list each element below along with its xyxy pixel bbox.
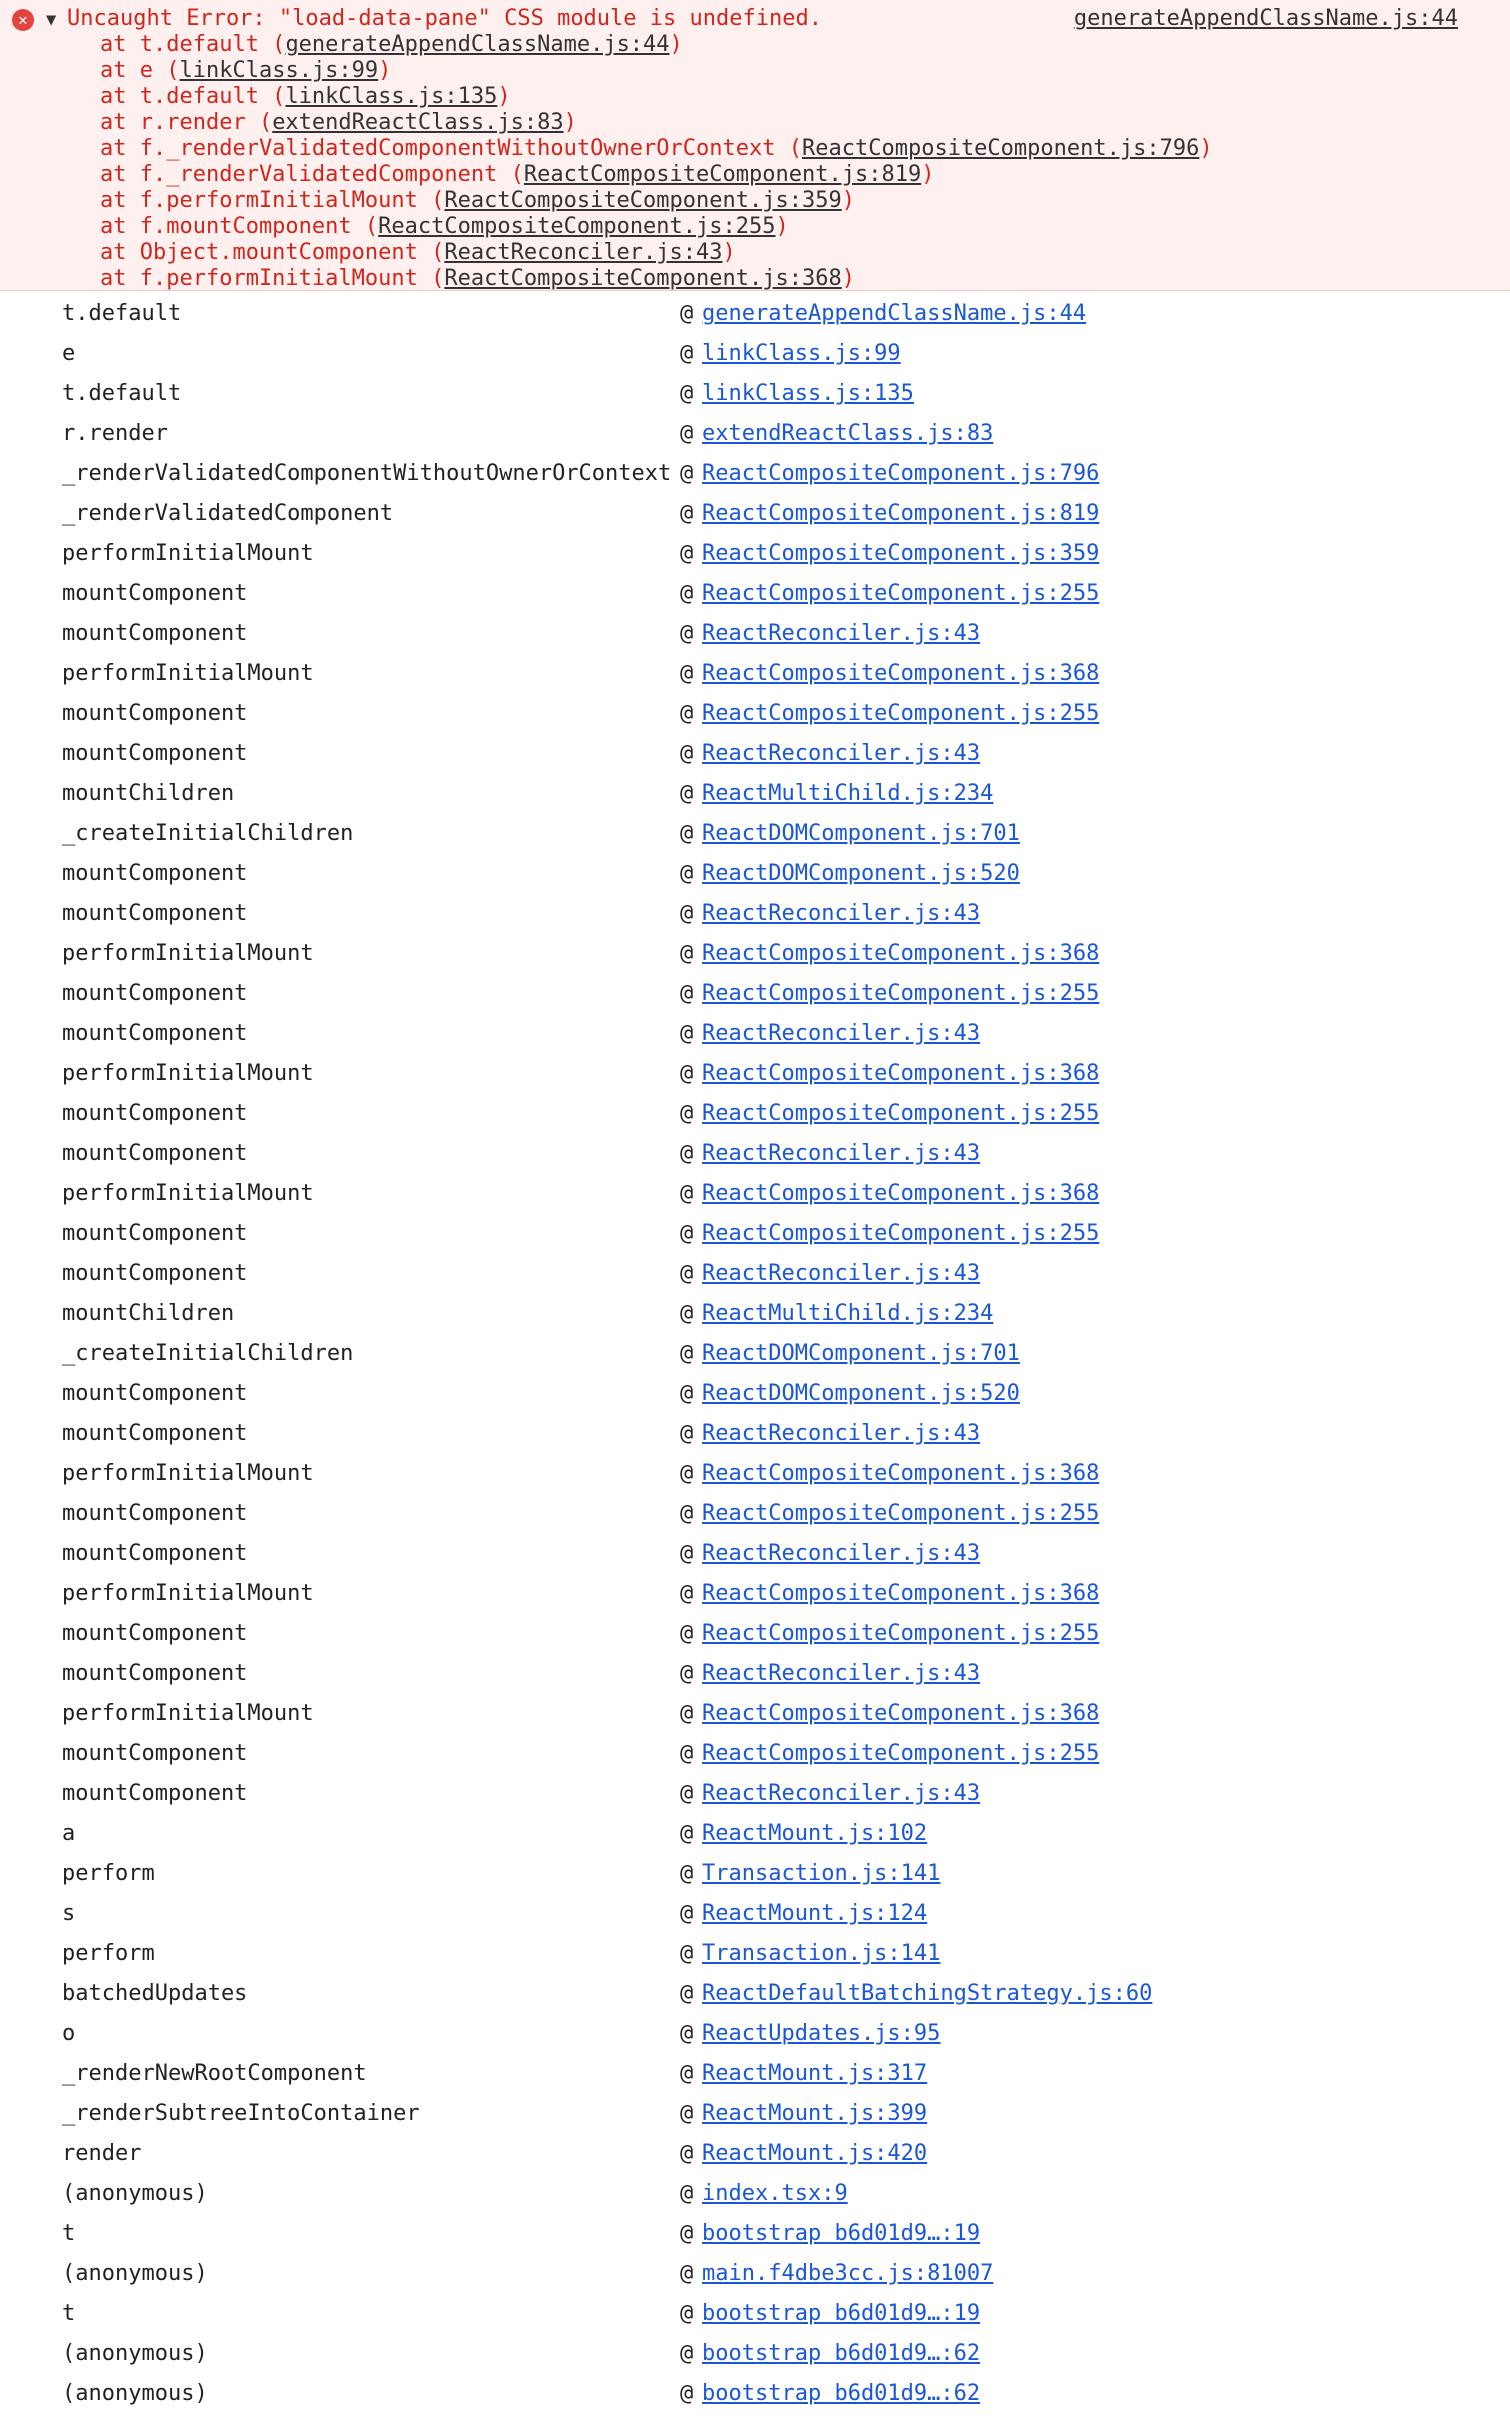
stack-source-link[interactable]: ReactCompositeComponent.js:255 bbox=[702, 1501, 1100, 1526]
stack-function-name: performInitialMount bbox=[62, 1181, 314, 1206]
call-stack-table bbox=[0, 300, 1510, 2420]
stack-row bbox=[0, 1500, 1510, 1540]
stack-at-sign: @ bbox=[680, 1101, 694, 1126]
stack-row bbox=[0, 940, 1510, 980]
stack-function-name: s bbox=[62, 1901, 76, 1926]
stack-function-name: perform bbox=[62, 1861, 155, 1886]
trace-line bbox=[100, 266, 1213, 292]
stack-function-name: mountComponent bbox=[62, 1381, 248, 1406]
stack-function-name: performInitialMount bbox=[62, 1461, 314, 1486]
trace-prefix: at f.mountComponent ( bbox=[100, 214, 379, 239]
stack-at-sign: @ bbox=[680, 781, 694, 806]
stack-source-link[interactable]: ReactReconciler.js:43 bbox=[702, 621, 981, 646]
stack-source-link[interactable]: ReactMount.js:420 bbox=[702, 2141, 928, 2166]
trace-suffix: ) bbox=[841, 188, 855, 213]
stack-source-link[interactable]: ReactCompositeComponent.js:368 bbox=[702, 941, 1100, 966]
stack-function-name: _createInitialChildren bbox=[62, 821, 354, 846]
trace-line bbox=[100, 32, 1213, 58]
stack-at-sign: @ bbox=[680, 981, 694, 1006]
stack-source-link[interactable]: bootstrap b6d01d9…:19 bbox=[702, 2301, 981, 2326]
stack-row bbox=[0, 380, 1510, 420]
stack-row bbox=[0, 660, 1510, 700]
stack-row bbox=[0, 700, 1510, 740]
stack-at-sign: @ bbox=[680, 1221, 694, 1246]
stack-row bbox=[0, 620, 1510, 660]
stack-source-link[interactable]: ReactCompositeComponent.js:368 bbox=[702, 1061, 1100, 1086]
trace-line bbox=[100, 240, 1213, 266]
stack-source-link[interactable]: Transaction.js:141 bbox=[702, 1941, 941, 1966]
trace-file-link[interactable]: ReactReconciler.js:43 bbox=[444, 240, 723, 265]
trace-suffix: ) bbox=[563, 110, 577, 135]
stack-at-sign: @ bbox=[680, 1341, 694, 1366]
stack-function-name: mountComponent bbox=[62, 1421, 248, 1446]
stack-row bbox=[0, 1860, 1510, 1900]
stack-source-link[interactable]: ReactUpdates.js:95 bbox=[702, 2021, 941, 2046]
stack-row bbox=[0, 780, 1510, 820]
trace-suffix: ) bbox=[722, 240, 736, 265]
trace-suffix: ) bbox=[775, 214, 789, 239]
stack-row bbox=[0, 1420, 1510, 1460]
stack-source-link[interactable]: ReactReconciler.js:43 bbox=[702, 1261, 981, 1286]
stack-source-link[interactable]: ReactReconciler.js:43 bbox=[702, 1421, 981, 1446]
stack-row bbox=[0, 300, 1510, 340]
stack-source-link[interactable]: bootstrap b6d01d9…:19 bbox=[702, 2221, 981, 2246]
stack-source-link[interactable]: ReactReconciler.js:43 bbox=[702, 1781, 981, 1806]
stack-function-name: mountComponent bbox=[62, 1621, 248, 1646]
stack-at-sign: @ bbox=[680, 1581, 694, 1606]
stack-row bbox=[0, 1660, 1510, 1700]
stack-function-name: performInitialMount bbox=[62, 541, 314, 566]
stack-at-sign: @ bbox=[680, 1861, 694, 1886]
stack-row bbox=[0, 1020, 1510, 1060]
trace-suffix: ) bbox=[841, 266, 855, 291]
stack-at-sign: @ bbox=[680, 821, 694, 846]
stack-source-link[interactable]: ReactMount.js:399 bbox=[702, 2101, 928, 2126]
trace-file-link[interactable]: ReactCompositeComponent.js:255 bbox=[378, 214, 776, 239]
stack-row bbox=[0, 1140, 1510, 1180]
stack-source-link[interactable]: ReactDOMComponent.js:701 bbox=[702, 821, 1020, 846]
stack-row bbox=[0, 2300, 1510, 2340]
stack-row bbox=[0, 1700, 1510, 1740]
trace-suffix: ) bbox=[921, 162, 935, 187]
stack-at-sign: @ bbox=[680, 901, 694, 926]
stack-row bbox=[0, 2060, 1510, 2100]
stack-function-name: mountComponent bbox=[62, 861, 248, 886]
stack-row bbox=[0, 2260, 1510, 2300]
stack-at-sign: @ bbox=[680, 2021, 694, 2046]
trace-file-link[interactable]: ReactCompositeComponent.js:368 bbox=[444, 266, 842, 291]
stack-at-sign: @ bbox=[680, 461, 694, 486]
stack-source-link[interactable]: ReactDefaultBatchingStrategy.js:60 bbox=[702, 1981, 1153, 2006]
stack-function-name: _renderSubtreeIntoContainer bbox=[62, 2101, 420, 2126]
trace-suffix: ) bbox=[1199, 136, 1213, 161]
stack-function-name: t.default bbox=[62, 301, 182, 326]
error-icon: ✕ bbox=[12, 9, 34, 31]
stack-at-sign: @ bbox=[680, 2381, 694, 2406]
stack-row bbox=[0, 1180, 1510, 1220]
trace-file-link[interactable]: linkClass.js:135 bbox=[285, 84, 498, 109]
stack-function-name: _renderValidatedComponent bbox=[62, 501, 394, 526]
stack-at-sign: @ bbox=[680, 1661, 694, 1686]
stack-source-link[interactable]: ReactMultiChild.js:234 bbox=[702, 781, 994, 806]
stack-source-link[interactable]: ReactCompositeComponent.js:819 bbox=[702, 501, 1100, 526]
stack-function-name: mountComponent bbox=[62, 1221, 248, 1246]
stack-row bbox=[0, 1100, 1510, 1140]
stack-source-link[interactable]: ReactReconciler.js:43 bbox=[702, 1021, 981, 1046]
stack-at-sign: @ bbox=[680, 581, 694, 606]
stack-source-link[interactable]: ReactCompositeComponent.js:255 bbox=[702, 581, 1100, 606]
stack-at-sign: @ bbox=[680, 661, 694, 686]
stack-at-sign: @ bbox=[680, 1941, 694, 1966]
stack-function-name: mountComponent bbox=[62, 1781, 248, 1806]
stack-row bbox=[0, 1060, 1510, 1100]
stack-at-sign: @ bbox=[680, 1461, 694, 1486]
trace-prefix: at f.performInitialMount ( bbox=[100, 188, 445, 213]
stack-row bbox=[0, 540, 1510, 580]
stack-at-sign: @ bbox=[680, 1541, 694, 1566]
stack-at-sign: @ bbox=[680, 741, 694, 766]
stack-at-sign: @ bbox=[680, 941, 694, 966]
stack-source-link[interactable]: bootstrap b6d01d9…:62 bbox=[702, 2381, 981, 2406]
stack-source-link[interactable]: bootstrap b6d01d9…:62 bbox=[702, 2341, 981, 2366]
stack-at-sign: @ bbox=[680, 1821, 694, 1846]
trace-line bbox=[100, 84, 1213, 110]
trace-prefix: at r.render ( bbox=[100, 110, 273, 135]
stack-source-link[interactable]: ReactCompositeComponent.js:368 bbox=[702, 661, 1100, 686]
error-message-block bbox=[0, 0, 1510, 291]
trace-suffix: ) bbox=[497, 84, 511, 109]
trace-line bbox=[100, 214, 1213, 240]
trace-file-link[interactable]: ReactCompositeComponent.js:819 bbox=[523, 162, 922, 187]
stack-at-sign: @ bbox=[680, 301, 694, 326]
stack-row bbox=[0, 1740, 1510, 1780]
trace-file-link[interactable]: generateAppendClassName.js:44 bbox=[285, 32, 670, 57]
trace-line bbox=[100, 136, 1213, 162]
stack-function-name: performInitialMount bbox=[62, 1581, 314, 1606]
stack-row bbox=[0, 2020, 1510, 2060]
stack-function-name: o bbox=[62, 2021, 76, 2046]
stack-source-link[interactable]: ReactReconciler.js:43 bbox=[702, 901, 981, 926]
stack-function-name: _createInitialChildren bbox=[62, 1341, 354, 1366]
trace-file-link[interactable]: linkClass.js:99 bbox=[179, 58, 379, 83]
stack-row bbox=[0, 1260, 1510, 1300]
stack-function-name: t bbox=[62, 2301, 76, 2326]
stack-function-name: mountComponent bbox=[62, 1541, 248, 1566]
stack-row bbox=[0, 1780, 1510, 1820]
stack-row bbox=[0, 1460, 1510, 1500]
trace-prefix: at e ( bbox=[100, 58, 180, 83]
stack-function-name: performInitialMount bbox=[62, 1061, 314, 1086]
stack-row bbox=[0, 340, 1510, 380]
stack-row bbox=[0, 1380, 1510, 1420]
stack-at-sign: @ bbox=[680, 1621, 694, 1646]
stack-source-link[interactable]: ReactMount.js:124 bbox=[702, 1901, 928, 1926]
stack-function-name: performInitialMount bbox=[62, 941, 314, 966]
stack-function-name: mountComponent bbox=[62, 1101, 248, 1126]
stack-source-link[interactable]: ReactCompositeComponent.js:796 bbox=[702, 461, 1100, 486]
trace-line bbox=[100, 58, 1213, 84]
stack-function-name: e bbox=[62, 341, 76, 366]
stack-at-sign: @ bbox=[680, 1181, 694, 1206]
stack-at-sign: @ bbox=[680, 421, 694, 446]
stack-function-name: mountChildren bbox=[62, 1301, 235, 1326]
stack-function-name: (anonymous) bbox=[62, 2341, 208, 2366]
trace-prefix: at Object.mountComponent ( bbox=[100, 240, 445, 265]
stack-function-name: mountComponent bbox=[62, 901, 248, 926]
stack-source-link[interactable]: ReactCompositeComponent.js:368 bbox=[702, 1181, 1100, 1206]
stack-at-sign: @ bbox=[680, 341, 694, 366]
stack-source-link[interactable]: ReactCompositeComponent.js:255 bbox=[702, 1741, 1100, 1766]
stack-function-name: performInitialMount bbox=[62, 661, 314, 686]
stack-function-name: mountChildren bbox=[62, 781, 235, 806]
stack-source-link[interactable]: ReactCompositeComponent.js:255 bbox=[702, 981, 1100, 1006]
stack-source-link[interactable]: ReactReconciler.js:43 bbox=[702, 741, 981, 766]
stack-source-link[interactable]: linkClass.js:99 bbox=[702, 341, 901, 366]
stack-row bbox=[0, 1940, 1510, 1980]
stack-at-sign: @ bbox=[680, 621, 694, 646]
stack-at-sign: @ bbox=[680, 1501, 694, 1526]
stack-row bbox=[0, 1540, 1510, 1580]
stack-source-link[interactable]: ReactCompositeComponent.js:359 bbox=[702, 541, 1100, 566]
stack-source-link[interactable]: main.f4dbe3cc.js:81007 bbox=[702, 2261, 994, 2286]
trace-prefix: at f._renderValidatedComponentWithoutOwnerOrContext ( bbox=[100, 136, 802, 161]
stack-function-name: a bbox=[62, 1821, 76, 1846]
trace-suffix: ) bbox=[378, 58, 392, 83]
stack-source-link[interactable]: ReactCompositeComponent.js:255 bbox=[702, 1221, 1100, 1246]
stack-function-name: mountComponent bbox=[62, 741, 248, 766]
trace-file-link[interactable]: extendReactClass.js:83 bbox=[272, 110, 564, 135]
trace-line bbox=[100, 188, 1213, 214]
stack-at-sign: @ bbox=[680, 1701, 694, 1726]
stack-row bbox=[0, 2340, 1510, 2380]
stack-at-sign: @ bbox=[680, 501, 694, 526]
stack-at-sign: @ bbox=[680, 1261, 694, 1286]
stack-function-name: mountComponent bbox=[62, 1501, 248, 1526]
stack-at-sign: @ bbox=[680, 2261, 694, 2286]
stack-row bbox=[0, 2140, 1510, 2180]
stack-function-name: mountComponent bbox=[62, 621, 248, 646]
stack-at-sign: @ bbox=[680, 1381, 694, 1406]
stack-at-sign: @ bbox=[680, 1741, 694, 1766]
trace-prefix: at t.default ( bbox=[100, 32, 286, 57]
error-trace-lines bbox=[100, 32, 1213, 292]
stack-at-sign: @ bbox=[680, 2181, 694, 2206]
stack-function-name: mountComponent bbox=[62, 1261, 248, 1286]
stack-function-name: _renderValidatedComponentWithoutOwnerOrContext bbox=[62, 461, 672, 486]
stack-at-sign: @ bbox=[680, 701, 694, 726]
stack-source-link[interactable]: ReactDOMComponent.js:701 bbox=[702, 1341, 1020, 1366]
stack-source-link[interactable]: ReactMount.js:317 bbox=[702, 2061, 928, 2086]
stack-function-name: mountComponent bbox=[62, 1141, 248, 1166]
disclosure-triangle-icon[interactable]: ▼ bbox=[46, 10, 57, 30]
stack-row bbox=[0, 980, 1510, 1020]
stack-row bbox=[0, 820, 1510, 860]
stack-at-sign: @ bbox=[680, 541, 694, 566]
stack-function-name: (anonymous) bbox=[62, 2181, 208, 2206]
stack-source-link[interactable]: ReactMultiChild.js:234 bbox=[702, 1301, 994, 1326]
stack-row bbox=[0, 1820, 1510, 1860]
trace-prefix: at t.default ( bbox=[100, 84, 286, 109]
stack-function-name: t.default bbox=[62, 381, 182, 406]
stack-source-link[interactable]: ReactReconciler.js:43 bbox=[702, 1141, 981, 1166]
stack-function-name: mountComponent bbox=[62, 581, 248, 606]
stack-function-name: performInitialMount bbox=[62, 1701, 314, 1726]
error-source-link[interactable]: generateAppendClassName.js:44 bbox=[1073, 6, 1458, 31]
stack-function-name: mountComponent bbox=[62, 1741, 248, 1766]
stack-source-link[interactable]: ReactReconciler.js:43 bbox=[702, 1541, 981, 1566]
stack-row bbox=[0, 1980, 1510, 2020]
stack-row bbox=[0, 2180, 1510, 2220]
trace-line bbox=[100, 110, 1213, 136]
stack-function-name: batchedUpdates bbox=[62, 1981, 248, 2006]
stack-row bbox=[0, 1220, 1510, 1260]
stack-source-link[interactable]: ReactCompositeComponent.js:368 bbox=[702, 1701, 1100, 1726]
stack-row bbox=[0, 740, 1510, 780]
stack-at-sign: @ bbox=[680, 2221, 694, 2246]
stack-source-link[interactable]: ReactCompositeComponent.js:255 bbox=[702, 701, 1100, 726]
stack-source-link[interactable]: linkClass.js:135 bbox=[702, 381, 914, 406]
stack-function-name: (anonymous) bbox=[62, 2261, 208, 2286]
stack-function-name: t bbox=[62, 2221, 76, 2246]
trace-suffix: ) bbox=[669, 32, 683, 57]
stack-source-link[interactable]: ReactCompositeComponent.js:255 bbox=[702, 1101, 1100, 1126]
trace-line bbox=[100, 162, 1213, 188]
stack-row bbox=[0, 2380, 1510, 2420]
stack-at-sign: @ bbox=[680, 1301, 694, 1326]
trace-file-link[interactable]: ReactCompositeComponent.js:359 bbox=[444, 188, 842, 213]
stack-at-sign: @ bbox=[680, 1981, 694, 2006]
stack-row bbox=[0, 1300, 1510, 1340]
stack-source-link[interactable]: extendReactClass.js:83 bbox=[702, 421, 994, 446]
stack-source-link[interactable]: Transaction.js:141 bbox=[702, 1861, 941, 1886]
stack-row bbox=[0, 860, 1510, 900]
stack-source-link[interactable]: generateAppendClassName.js:44 bbox=[702, 301, 1087, 326]
stack-source-link[interactable]: ReactCompositeComponent.js:368 bbox=[702, 1581, 1100, 1606]
stack-source-link[interactable]: ReactMount.js:102 bbox=[702, 1821, 928, 1846]
stack-source-link[interactable]: ReactReconciler.js:43 bbox=[702, 1661, 981, 1686]
error-message-text: Uncaught Error: "load-data-pane" CSS module is undefined. bbox=[67, 6, 822, 31]
stack-row bbox=[0, 1620, 1510, 1660]
stack-at-sign: @ bbox=[680, 2061, 694, 2086]
stack-row bbox=[0, 500, 1510, 540]
stack-function-name: mountComponent bbox=[62, 701, 248, 726]
stack-at-sign: @ bbox=[680, 861, 694, 886]
stack-function-name: perform bbox=[62, 1941, 155, 1966]
stack-source-link[interactable]: ReactDOMComponent.js:520 bbox=[702, 861, 1020, 886]
stack-row bbox=[0, 1900, 1510, 1940]
stack-source-link[interactable]: ReactCompositeComponent.js:255 bbox=[702, 1621, 1100, 1646]
stack-at-sign: @ bbox=[680, 1061, 694, 1086]
stack-at-sign: @ bbox=[680, 1421, 694, 1446]
trace-prefix: at f.performInitialMount ( bbox=[100, 266, 445, 291]
stack-row bbox=[0, 2220, 1510, 2260]
stack-function-name: render bbox=[62, 2141, 142, 2166]
stack-at-sign: @ bbox=[680, 1901, 694, 1926]
stack-at-sign: @ bbox=[680, 2141, 694, 2166]
stack-source-link[interactable]: index.tsx:9 bbox=[702, 2181, 848, 2206]
stack-function-name: mountComponent bbox=[62, 1021, 248, 1046]
stack-at-sign: @ bbox=[680, 1781, 694, 1806]
stack-row bbox=[0, 420, 1510, 460]
stack-at-sign: @ bbox=[680, 1141, 694, 1166]
stack-source-link[interactable]: ReactCompositeComponent.js:368 bbox=[702, 1461, 1100, 1486]
stack-function-name: (anonymous) bbox=[62, 2381, 208, 2406]
stack-row bbox=[0, 1340, 1510, 1380]
stack-row bbox=[0, 580, 1510, 620]
stack-source-link[interactable]: ReactDOMComponent.js:520 bbox=[702, 1381, 1020, 1406]
stack-at-sign: @ bbox=[680, 2301, 694, 2326]
stack-function-name: mountComponent bbox=[62, 1661, 248, 1686]
stack-at-sign: @ bbox=[680, 381, 694, 406]
trace-prefix: at f._renderValidatedComponent ( bbox=[100, 162, 524, 187]
stack-function-name: mountComponent bbox=[62, 981, 248, 1006]
stack-function-name: _renderNewRootComponent bbox=[62, 2061, 367, 2086]
stack-row bbox=[0, 460, 1510, 500]
stack-at-sign: @ bbox=[680, 1021, 694, 1046]
stack-row bbox=[0, 2100, 1510, 2140]
trace-file-link[interactable]: ReactCompositeComponent.js:796 bbox=[802, 136, 1200, 161]
stack-at-sign: @ bbox=[680, 2101, 694, 2126]
stack-row bbox=[0, 900, 1510, 940]
stack-row bbox=[0, 1580, 1510, 1620]
stack-at-sign: @ bbox=[680, 2341, 694, 2366]
stack-function-name: r.render bbox=[62, 421, 168, 446]
